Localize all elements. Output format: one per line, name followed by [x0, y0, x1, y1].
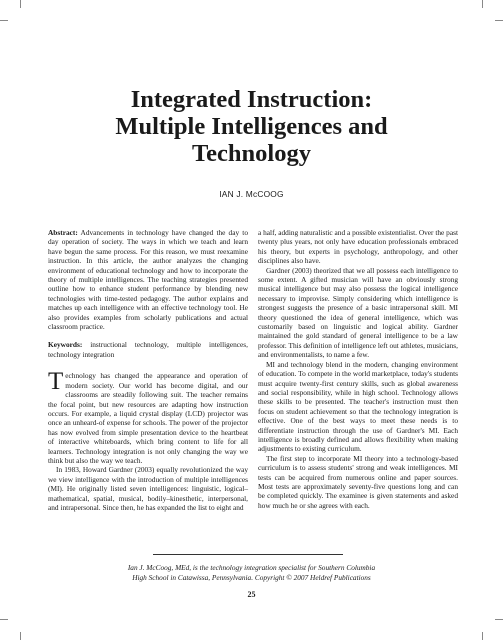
footnote-line-1: Ian J. McCoog, MEd, is the technology integration specialist for Southern Columbia [127, 563, 376, 572]
body-paragraph-6: The first step to incorporate MI theory into a technology-based curriculum is to assess students' strong and weak intelligences. MI tests can be acquired from numerous online and paper sources. Most tests are approximately seventy-five questions long and can be completed quickly. The examinee is given statements and asked how much he or she agrees with each. [258, 453, 458, 510]
crop-mark-bottom-left [20, 632, 21, 640]
footnote-line-2: High School in Catawissa, Pennsylvania. Copyright © 2007 Heldref Publications [132, 572, 371, 582]
drop-cap: T [48, 368, 64, 396]
body-paragraph-2: In 1983, Howard Gardner (2003) equally revolutionized the way we view intelligence with the introduction of multiple intelligences (MI). He originally listed seven intelligences: linguistic, logical–mathematical, spatial, musical, bodily–kinesthetic, interpersonal, and intrapersonal. Since then, he has expanded the list to eight and [48, 465, 248, 512]
crop-mark-bottom-right [482, 632, 483, 640]
keywords [48, 340, 248, 359]
footer-rule [153, 554, 343, 555]
title-line-3: Technology [192, 140, 311, 167]
keywords-label: Keywords: [48, 340, 83, 350]
article-title [0, 86, 503, 167]
body-paragraph-4: Gardner (2003) theorized that we all possess each intelligence to some extent. A gifted musician will have an obviously strong musical intelligence but may also possess the logical intelligence necessary to improvise. Simply considering which intelligence is strongest suggests the presence of a basic intrapersonal skill. MI theory questioned the idea of general intelligence, which was customarily based on linguistic and logical ability. Gardner maintained the gold standard of general intelligence to be a law professor. This definition of intelligence left out athletes, musicians, and environmentalists, to name a few. [258, 265, 458, 360]
crop-mark-left-top [0, 20, 8, 21]
body-paragraph-1 [48, 368, 248, 465]
right-column [258, 228, 458, 510]
abstract-label: Abstract: [48, 228, 78, 237]
abstract [48, 228, 248, 331]
crop-mark-top-right [482, 0, 483, 8]
crop-mark-left-bottom [0, 619, 8, 620]
page-number: 25 [247, 590, 256, 599]
body-paragraph-5: MI and technology blend in the modern, changing environment of education. To compete in the world marketplace, today's students must acquire twenty-first century skills, such as global awareness and social responsibility, while in high school. Technology allows these skills to be presented. The teacher's instruction must then focus on student achievement so that the technology integration is effective. One of the best ways to meet these needs is to differentiate instruction through the use of Gardner's MI. Each intelligence is broadly defined and allows flexibility when making adjustments to existing curriculum. [258, 359, 458, 454]
crop-mark-right-bottom [495, 619, 503, 620]
crop-mark-right-top [495, 20, 503, 21]
body-paragraph-3: a half, adding naturalistic and a possible existentialist. Over the past twenty plus years, not only have education professionals embraced his theory, but experts in psychology, anthropology, and other disciplines also have. [258, 228, 458, 266]
left-column [48, 228, 248, 512]
title-line-2: Multiple Intelligences and [115, 113, 388, 140]
crop-mark-top-left [20, 0, 21, 8]
abstract-text: Advancements in technology have changed the day to day operation of society. The ways in which we teach and learn have begun the same process. For this reason, we must reexamine instruction. In this article, the author analyzes the changing environment of educational technology and how to incorporate the theory of multiple intelligences. The teaching strategies presented outline how to enhance student performance by blending new technologies with time-tested pedagogy. The author explains and matches up each intelligence with an effective technology tool. He also provides examples from scholarly publications and actual classroom practice. [48, 228, 249, 332]
title-line-1: Integrated Instruction: [130, 86, 373, 113]
body-paragraph-1-text: echnology has changed the appearance and operation of modern society. Our world has become digital, and our classrooms are steadily following suit. The teacher remains the focal point, but new resources are adapting how instruction occurs. For example, a liquid crystal display (LCD) projector was once an unheard-of expense for schools. The power of the projector has now evolved from simple presentation device to the heartbeat of interactive whiteboards, which bring content to life for all learners. Technology integration is not only changing the way we think but also the way we teach. [48, 371, 248, 465]
keywords-text: instructional technology, multiple intelligences, technology integration [48, 340, 248, 359]
author-footnote [0, 563, 503, 582]
author-byline: IAN J. McCOOG [219, 189, 284, 199]
